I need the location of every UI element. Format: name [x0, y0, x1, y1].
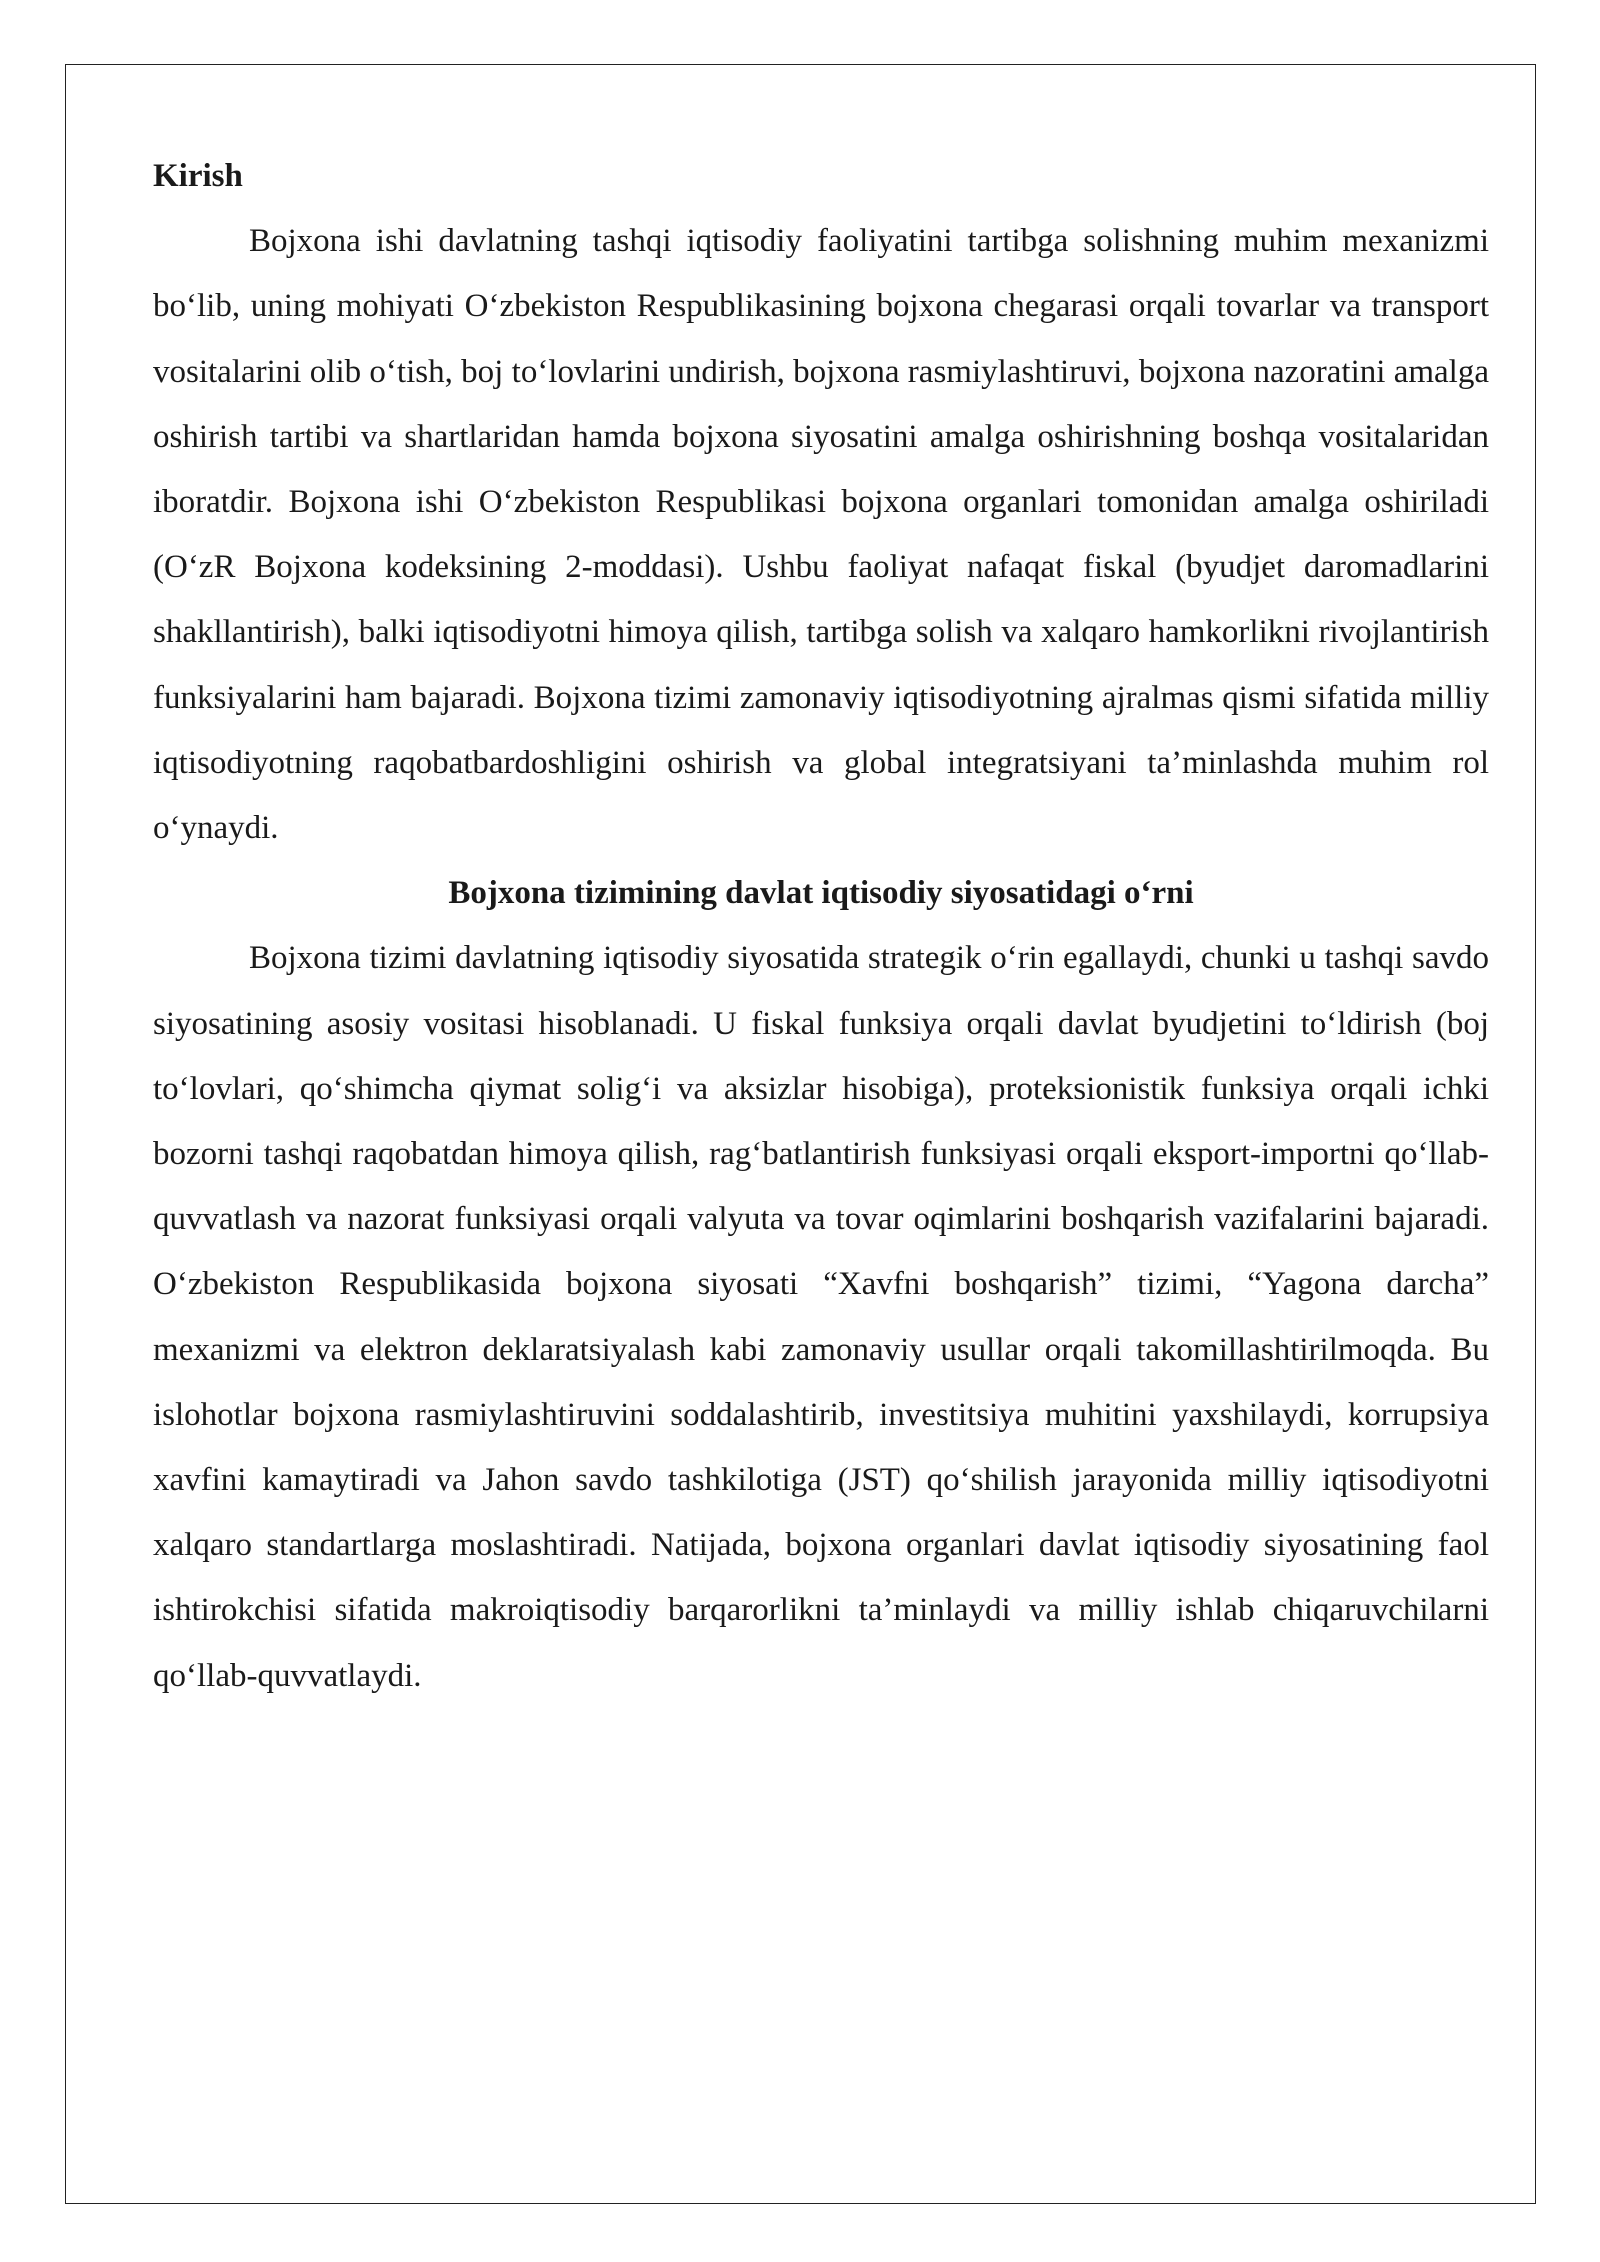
section-heading: Bojxona tizimining davlat iqtisodiy siyosatidagi o‘rni	[448, 875, 1194, 912]
intro-paragraph: Bojxona ishi davlatning tashqi iqtisodiy faoliyatini tartibga solishning muhim mexanizmi bo‘lib, uning mohiyati O‘zbekiston Respublikasining bojxona chegarasi orqali tovarlar va transport vositalarini olib o‘tish, boj to‘lovlarini undirish, bojxona rasmiylashtiruvi, bojxona nazoratini amalga oshirish tartibi va shartlaridan hamda bojxona siyosatini amalga oshirishning boshqa vositalaridan iboratdir. Bojxona ishi O‘zbekiston Respublikasi bojxona organlari tomonidan amalga oshiriladi (O‘zR Bojxona kodeksining 2-moddasi). Ushbu faoliyat nafaqat fiskal (byudjet daromadlarini shakllantirish), balki iqtisodiyotni himoya qilish, tartibga solish va xalqaro hamkorlikni rivojlantirish funksiyalarini ham bajaradi. Bojxona tizimi zamonaviy iqtisodiyotning ajralmas qismi sifatida milliy iqtisodiyotning raqobatbardoshligini oshirish va global integratsiyani ta’minlashda muhim rol o‘ynaydi.	[153, 223, 1489, 847]
document-body	[153, 144, 1489, 1709]
section-paragraph: Bojxona tizimi davlatning iqtisodiy siyosatida strategik o‘rin egallaydi, chunki u tashqi savdo siyosatining asosiy vositasi hisoblanadi. U fiskal funksiya orqali davlat byudjetini to‘ldirish (boj to‘lovlari, qo‘shimcha qiymat solig‘i va aksizlar hisobiga), proteksionistik funksiya orqali ichki bozorni tashqi raqobatdan himoya qilish, rag‘batlantirish funksiyasi orqali eksport-importni qo‘llab-quvvatlash va nazorat funksiyasi orqali valyuta va tovar oqimlarini boshqarish vazifalarini bajaradi. O‘zbekiston Respublikasida bojxona siyosati “Xavfni boshqarish” tizimi, “Yagona darcha” mexanizmi va elektron deklaratsiyalash kabi zamonaviy usullar orqali takomillashtirilmoqda. Bu islohotlar bojxona rasmiylashtiruvini soddalashtirib, investitsiya muhitini yaxshilaydi, korrupsiya xavfini kamaytiradi va Jahon savdo tashkilotiga (JST) qo‘shilish jarayonida milliy iqtisodiyotni xalqaro standartlarga moslashtiradi. Natijada, bojxona organlari davlat iqtisodiy siyosatining faol ishtirokchisi sifatida makroiqtisodiy barqarorlikni ta’minlaydi va milliy ishlab chiqaruvchilarni qo‘llab-quvvatlaydi.	[153, 940, 1489, 1694]
intro-heading: Kirish	[153, 158, 243, 194]
